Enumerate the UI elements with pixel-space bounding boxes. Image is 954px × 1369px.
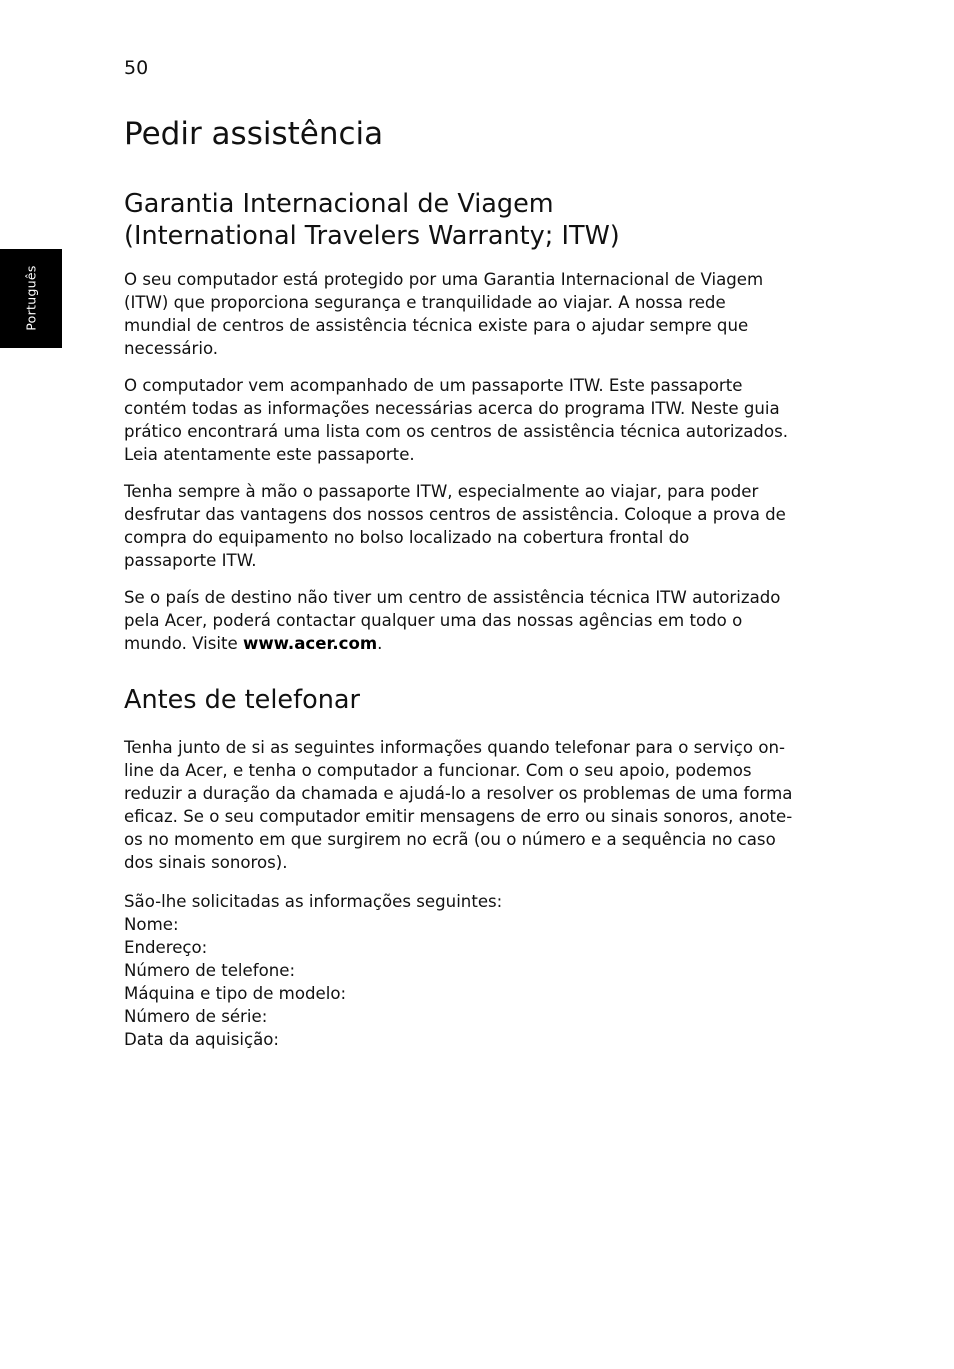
- text-line: Tenha sempre à mão o passaporte ITW, especialmente ao viajar, para poder: [124, 482, 759, 501]
- text-line: Leia atentamente este passaporte.: [124, 445, 415, 464]
- text-line: (ITW) que proporciona segurança e tranquilidade ao viajar. A nossa rede: [124, 293, 726, 312]
- required-info-list: [124, 890, 814, 1051]
- text-line: mundial de centros de assistência técnica existe para o ajudar sempre que: [124, 316, 749, 335]
- text-line: pela Acer, poderá contactar qualquer uma das nossas agências em todo o: [124, 611, 743, 630]
- page-number: 50: [124, 57, 149, 79]
- text-fragment: .: [377, 634, 383, 653]
- heading-line: (International Travelers Warranty; ITW): [124, 221, 620, 251]
- acer-website-link[interactable]: www.acer.com: [242, 634, 378, 653]
- paragraph: [124, 268, 814, 360]
- list-item: Número de telefone:: [124, 961, 296, 980]
- text-fragment: mundo. Visite: [124, 634, 243, 653]
- text-line: [124, 632, 814, 655]
- list-item: Nome:: [124, 915, 179, 934]
- heading-line: Garantia Internacional de Viagem: [124, 189, 554, 219]
- list-item: Data da aquisição:: [124, 1030, 279, 1049]
- section-heading-before-calling: [124, 684, 360, 716]
- paragraph: [124, 586, 814, 655]
- text-line: Se o país de destino não tiver um centro de assistência técnica ITW autorizado: [124, 588, 781, 607]
- page-title: Pedir assistência: [124, 116, 384, 152]
- text-line: contém todas as informações necessárias acerca do programa ITW. Neste guia: [124, 399, 780, 418]
- text-line: Tenha junto de si as seguintes informações quando telefonar para o serviço on-: [124, 738, 785, 757]
- text-line: line da Acer, e tenha o computador a funcionar. Com o seu apoio, podemos: [124, 761, 752, 780]
- paragraph: [124, 374, 814, 466]
- text-line: passaporte ITW.: [124, 551, 257, 570]
- text-line: dos sinais sonoros).: [124, 853, 288, 872]
- text-line: O seu computador está protegido por uma Garantia Internacional de Viagem: [124, 270, 764, 289]
- text-line: reduzir a duração da chamada e ajudá-lo a resolver os problemas de uma forma: [124, 784, 793, 803]
- language-tab-label: Português: [23, 265, 39, 331]
- list-item: Número de série:: [124, 1007, 268, 1026]
- paragraph: [124, 736, 814, 874]
- list-item: Máquina e tipo de modelo:: [124, 984, 347, 1003]
- list-intro: São-lhe solicitadas as informações seguintes:: [124, 892, 503, 911]
- text-line: desfrutar das vantagens dos nossos centros de assistência. Coloque a prova de: [124, 505, 786, 524]
- heading-line: Antes de telefonar: [124, 685, 360, 715]
- language-side-tab: [0, 249, 62, 348]
- text-line: necessário.: [124, 339, 219, 358]
- text-line: prático encontrará uma lista com os centros de assistência técnica autorizados.: [124, 422, 789, 441]
- text-line: O computador vem acompanhado de um passaporte ITW. Este passaporte: [124, 376, 743, 395]
- text-line: eficaz. Se o seu computador emitir mensagens de erro ou sinais sonoros, anote-: [124, 807, 793, 826]
- section-heading-itw: [124, 188, 620, 252]
- text-line: os no momento em que surgirem no ecrã (ou o número e a sequência no caso: [124, 830, 776, 849]
- text-line: compra do equipamento no bolso localizado na cobertura frontal do: [124, 528, 690, 547]
- list-item: Endereço:: [124, 938, 208, 957]
- paragraph: [124, 480, 814, 572]
